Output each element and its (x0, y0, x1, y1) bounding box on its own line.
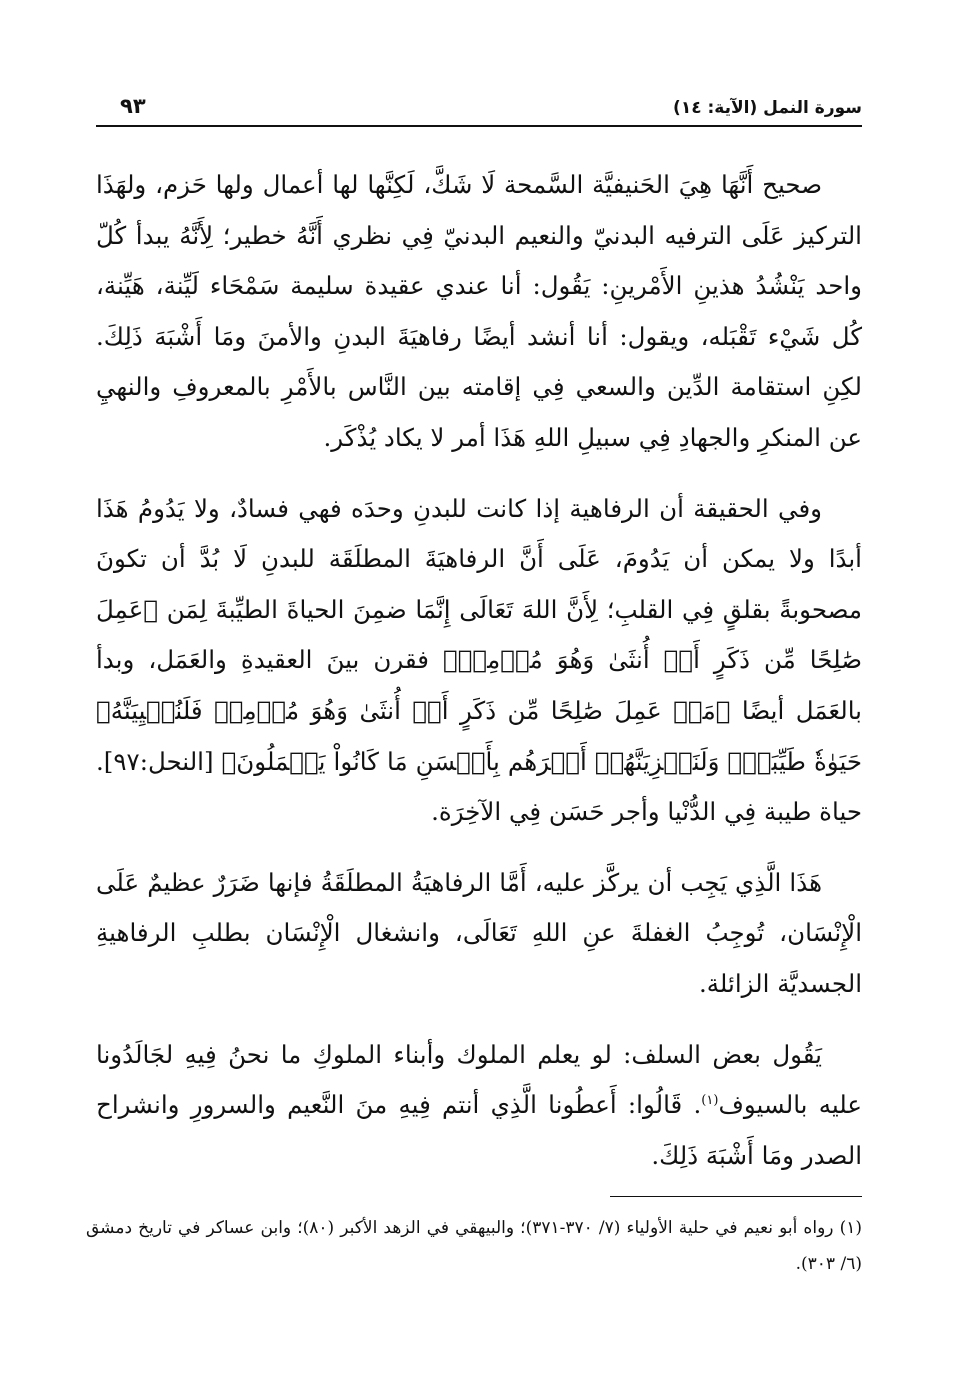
quran-verse: ﴿عَمِلَ صَٰلِحًا مِّن ذَكَرٍ أَوۡ أُنثَىٰ وَهُوَ مُؤۡمِنٞ﴾ (96, 594, 863, 675)
text-run: وفي الحقيقة أن الرفاهية إذا كانت للبدنِ وحدَه فهي فسادٌ، ولا يَدُومُ هَذَا أبدًا ولا يمكن أن يَدُومَ، عَلَى أَنَّ الرفاهيَةَ المطلَقَة للبدنِ لَا بُدَّ أن تكونَ مصحوبةً بقلقٍ فِي القلبِ؛ لِأَنَّ اللهَ تَعَالَى إِنَّمَا ضمِنَ الحياةَ الطيِّبةَ لِمَن (96, 493, 862, 624)
page-number: ٩٣ (120, 94, 146, 118)
header-divider (96, 125, 862, 127)
main-text (96, 160, 862, 1201)
paragraph-2 (96, 484, 862, 838)
text-run: صحيح أَنَّهَا هِيَ الحَنيفيَّة السَّمحة لَا شَكَّ، لَكِنَّها لها أعمال ولها حَزم، ولهَذَا التركيز عَلَى الترفيه البدنيّ والنعيم البدنيّ فِي نظري أَنَّهُ خطير؛ لِأَنَّهُ يبدأ كُلّ واحد يَنْشُدُ هذينِ الأَمْرينِ: يَقُول: أنا عندي عقيدة سليمة سَمْحَاء لَيِّنة، هَيِّنة، كُل شَيْء تَقْبَله، ويقول: أنا أنشد أيضًا رفاهيَةَ البدنِ والأمنَ ومَا أَشْبَهَ ذَلِكَ. لكِنِ استقامة الدِّين والسعي فِي إقامته بين النَّاس بالأَمْرِ بالمعروفِ والنهيِ عن المنكرِ والجهادِ فِي سبيلِ اللهِ هَذَا أمر لا يكاد يُذْكَر. (96, 170, 862, 452)
paragraph-1 (96, 160, 862, 464)
paragraph-3 (96, 858, 862, 1010)
footnote-reference[interactable]: (١) (701, 1092, 719, 1108)
text-run: فقرن بينَ العقيدةِ والعَمَل، وبدأ بالعَمَل أيضًا (96, 645, 862, 725)
page-header (96, 94, 862, 128)
text-run: هَذَا الَّذِي يَجِب أن يركَّز عليه، أَمَّا الرفاهيَةُ المطلَقَةُ فإنها ضَرَرٌ عظيمٌ عَلَى الْإِنْسَان، تُوجِبُ الغفلةَ عنِ اللهِ تَعَالَى، وانشغال الْإِنْسَان بطلبِ الرفاهيةِ الجسديَّة الزائلة. (96, 867, 862, 998)
paragraph-4 (96, 1030, 862, 1182)
footnote-divider (610, 1196, 862, 1197)
quran-verse: ﴿مَنۡ عَمِلَ صَٰلِحًا مِّن ذَكَرٍ أَوۡ أُنثَىٰ وَهُوَ مُؤۡمِنٞ فَلَنُحۡيِيَنَّهُۥ حَيَوٰةٗ طَيِّبَةٗۖ وَلَنَجۡزِيَنَّهُمۡ أَجۡرَهُم بِأَحۡسَنِ مَا كَانُواْ يَعۡمَلُونَ﴾ (96, 695, 862, 776)
text-run: يَقُول بعض السلف: لو يعلم الملوك وأبناء الملوكِ ما نحنُ فِيهِ لجَالَدُونا عليه بالسيوف (96, 1039, 862, 1120)
text-run: . قَالُوا: أَعطُونا الَّذِي أنتم فِيهِ منَ النَّعيم والسرورِ وانشراح الصدر ومَا أَشْبَهَ ذَلِكَ. (96, 1090, 862, 1170)
footnote-1: (١) رواه أبو نعيم في حلية الأولياء (٧/ ٣٧٠-٣٧١)؛ والبيهقي في الزهد الأكبر (٨٠)؛ وابن عساكر في تاريخ دمشق (٦/ ٣٠٣). (86, 1218, 863, 1274)
surah-title: سورة النمل (الآية: ١٤) (673, 98, 862, 118)
verse-citation: [النحل:٩٧]. حياة طيبة فِي الدُّنْيا وأجر حَسَن فِي الآخِرَة. (96, 746, 862, 827)
